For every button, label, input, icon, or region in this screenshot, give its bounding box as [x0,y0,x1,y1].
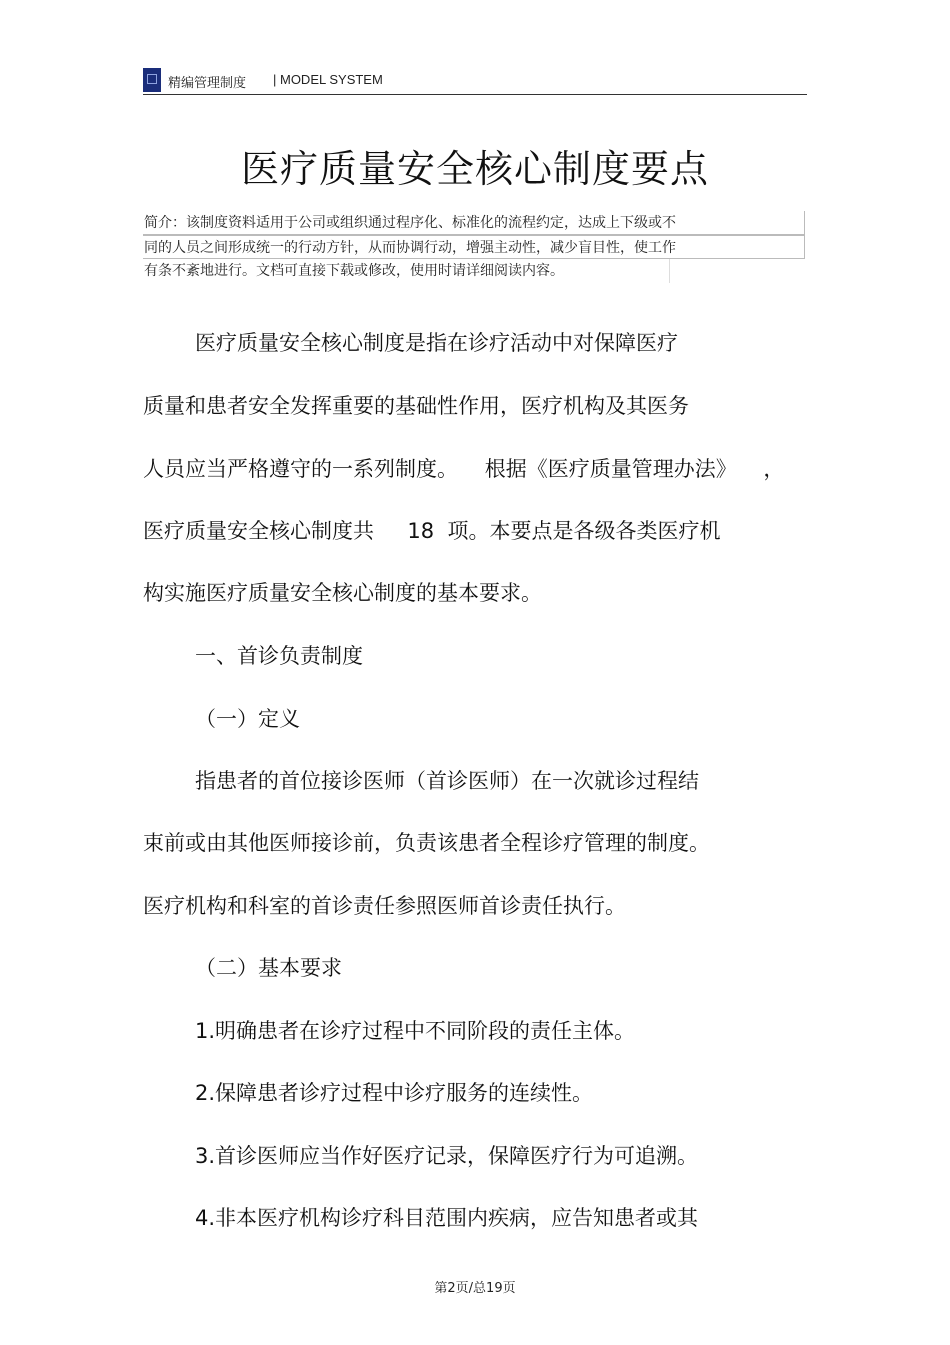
intro-line: 简介：该制度资料适用于公司或组织通过程序化、标准化的流程约定，达成上下级或不 [143,211,805,235]
body-line: 质量和患者安全发挥重要的基础性作用，医疗机构及其医务 [143,394,689,418]
header-system: | MODEL SYSTEM [273,72,383,87]
body-line: 束前或由其他医师接诊前，负责该患者全程诊疗管理的制度。 [143,831,710,855]
requirement-item: 4.非本医疗机构诊疗科目范围内疾病，应告知患者或其 [195,1206,699,1230]
intro-line: 同的人员之间形成统一的行动方针，从而协调行动，增强主动性，减少盲目性，使工作 [143,235,805,259]
intro-line: 有条不紊地进行。文档可直接下载或修改，使用时请详细阅读内容。 [143,259,670,283]
body-line: 指患者的首位接诊医师（首诊医师）在一次就诊过程结 [195,769,699,793]
requirement-item: 3.首诊医师应当作好医疗记录，保障医疗行为可追溯。 [195,1144,699,1168]
section-heading: 一、首诊负责制度 [195,644,363,668]
document-title: 医疗质量安全核心制度要点 [240,147,709,191]
body-line: 人员应当严格遵守的一系列制度。 根据《医疗质量管理办法》 ， [143,457,785,481]
subsection-heading: （一）定义 [195,707,300,731]
requirement-item: 1.明确患者在诊疗过程中不同阶段的责任主体。 [195,1019,636,1043]
intro-box [143,211,805,283]
requirement-item: 2.保障患者诊疗过程中诊疗服务的连续性。 [195,1081,594,1105]
page-header [143,66,807,95]
page-number: 第2页/总19页 [434,1281,516,1296]
header-brand: 精编管理制度 [168,76,247,91]
body-line: 医疗机构和科室的首诊责任参照医师首诊责任执行。 [143,894,626,918]
subsection-heading: （二）基本要求 [195,956,342,980]
body-line: 构实施医疗质量安全核心制度的基本要求。 [143,581,542,605]
body-line: 医疗质量安全核心制度共 18 项。本要点是各级各类医疗机 [143,519,721,543]
body-line: 医疗质量安全核心制度是指在诊疗活动中对保障医疗 [195,331,678,355]
logo-icon [143,68,161,92]
